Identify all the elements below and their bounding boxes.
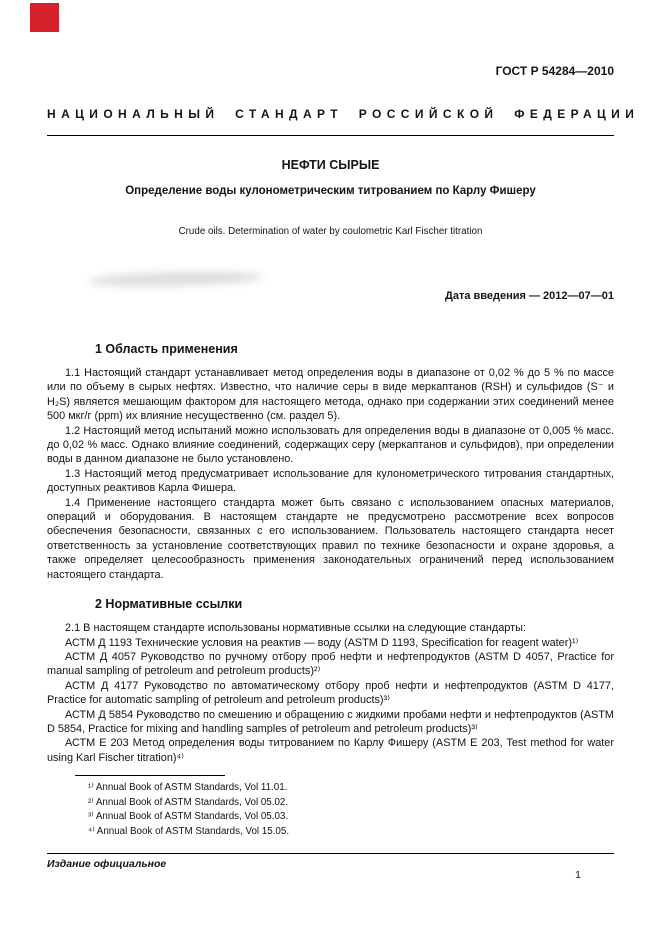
paragraph-1-3: 1.3 Настоящий метод предусматривает использование для кулонометрического титрования стандартных, доступных реактивов Карла Фишера.: [47, 467, 614, 495]
red-corner-mark: [30, 3, 59, 32]
footnote-1: ¹⁾ Annual Book of ASTM Standards, Vol 11.01.: [88, 782, 288, 794]
section-heading-references: 2 Нормативные ссылки: [95, 597, 243, 612]
header-rule: [47, 135, 614, 136]
page-number: 1: [575, 869, 581, 881]
section-heading-scope: 1 Область применения: [95, 342, 238, 356]
reference-astm-e203: АСТМ Е 203 Метод определения воды титрованием по Карлу Фишеру (ASTM E 203, Test method for water using Karl Fischer titration)⁴⁾: [47, 737, 614, 764]
footer-rule: [47, 853, 614, 854]
footnote-block: [47, 781, 614, 838]
reference-astm-d5854: АСТМ Д 5854 Руководство по смешению и обращению с жидкими пробами нефти и нефтепродуктов (ASTM D 5854, Practice for mixing and handling samples of petroleum and petroleum products)³⁾: [47, 708, 614, 735]
reference-astm-d4057: АСТМ Д 4057 Руководство по ручному отбору проб нефти и нефтепродуктов (ASTM D 4057, Practice for manual sampling of petroleum and petroleum products)²⁾: [47, 650, 614, 678]
footnote-rule: [75, 775, 225, 776]
paragraph-1-2: 1.2 Настоящий метод испытаний можно использовать для определения воды в диапазоне от 0,005 % масс. до 0,02 % масс. Однако влияние соединений, содержащих серу (меркаптанов и сульфидов), при определении воды в данном диапазоне не было установлено.: [47, 424, 614, 466]
reference-astm-d4177: АСТМ Д 4177 Руководство по автоматическому отбору проб нефти и нефтепродуктов (ASTM D 4177, Practice for automatic sampling of petroleum and petroleum products)³⁾: [47, 679, 614, 707]
document-title-english: Crude oils. Determination of water by coulometric Karl Fischer titration: [178, 226, 483, 237]
paragraph-1-4: 1.4 Применение настоящего стандарта может быть связано с использованием опасных материалов, операций и оборудования. В настоящем стандарте не предусмотрено рассмотрение всех вопросов обеспечения безопасности, связанных с его использованием. Пользователь настоящего стандарта несет ответственность за установление соответствующих правил по технике безопасности и охране здоровья, а также определяет целесообразность применения законодательных ограничений перед использованием настоящего стандарта.: [47, 496, 614, 581]
introduction-date: Дата введения — 2012—07—01: [445, 290, 614, 302]
paragraph-1-1: 1.1 Настоящий стандарт устанавливает метод определения воды в диапазоне от 0,02 % до 5 % по массе или по объему в сырых нефтях. Известно, что наличие серы в виде меркаптанов (RSH) и сульфидов (S⁻ и H₂S) является мешающим фактором для настоящего метода, однако при содержании этих соединений менее 500 мкг/г (ppm) их влияние несущественно (см. раздел 5).: [47, 367, 614, 423]
federation-header: НАЦИОНАЛЬНЫЙ СТАНДАРТ РОССИЙСКОЙ ФЕДЕРАЦИИ: [47, 107, 640, 121]
footnote-4: ⁴⁾ Annual Book of ASTM Standards, Vol 15.05.: [88, 825, 290, 837]
footnote-2: ²⁾ Annual Book of ASTM Standards, Vol 05.02.: [88, 796, 289, 808]
footnote-3: ³⁾ Annual Book of ASTM Standards, Vol 05.03.: [88, 811, 289, 823]
doc-code: ГОСТ Р 54284—2010: [495, 64, 614, 78]
document-subtitle: Определение воды кулонометрическим титрованием по Карлу Фишеру: [125, 185, 536, 197]
document-title: НЕФТИ СЫРЫЕ: [281, 158, 380, 172]
reference-astm-d1193: АСТМ Д 1193 Технические условия на реактив — воду (ASTM D 1193, Specification for reagent water)¹⁾: [65, 636, 579, 649]
official-edition-label: Издание официальное: [47, 858, 167, 870]
paragraph-2-1: 2.1 В настоящем стандарте использованы нормативные ссылки на следующие стандарты:: [65, 622, 526, 635]
